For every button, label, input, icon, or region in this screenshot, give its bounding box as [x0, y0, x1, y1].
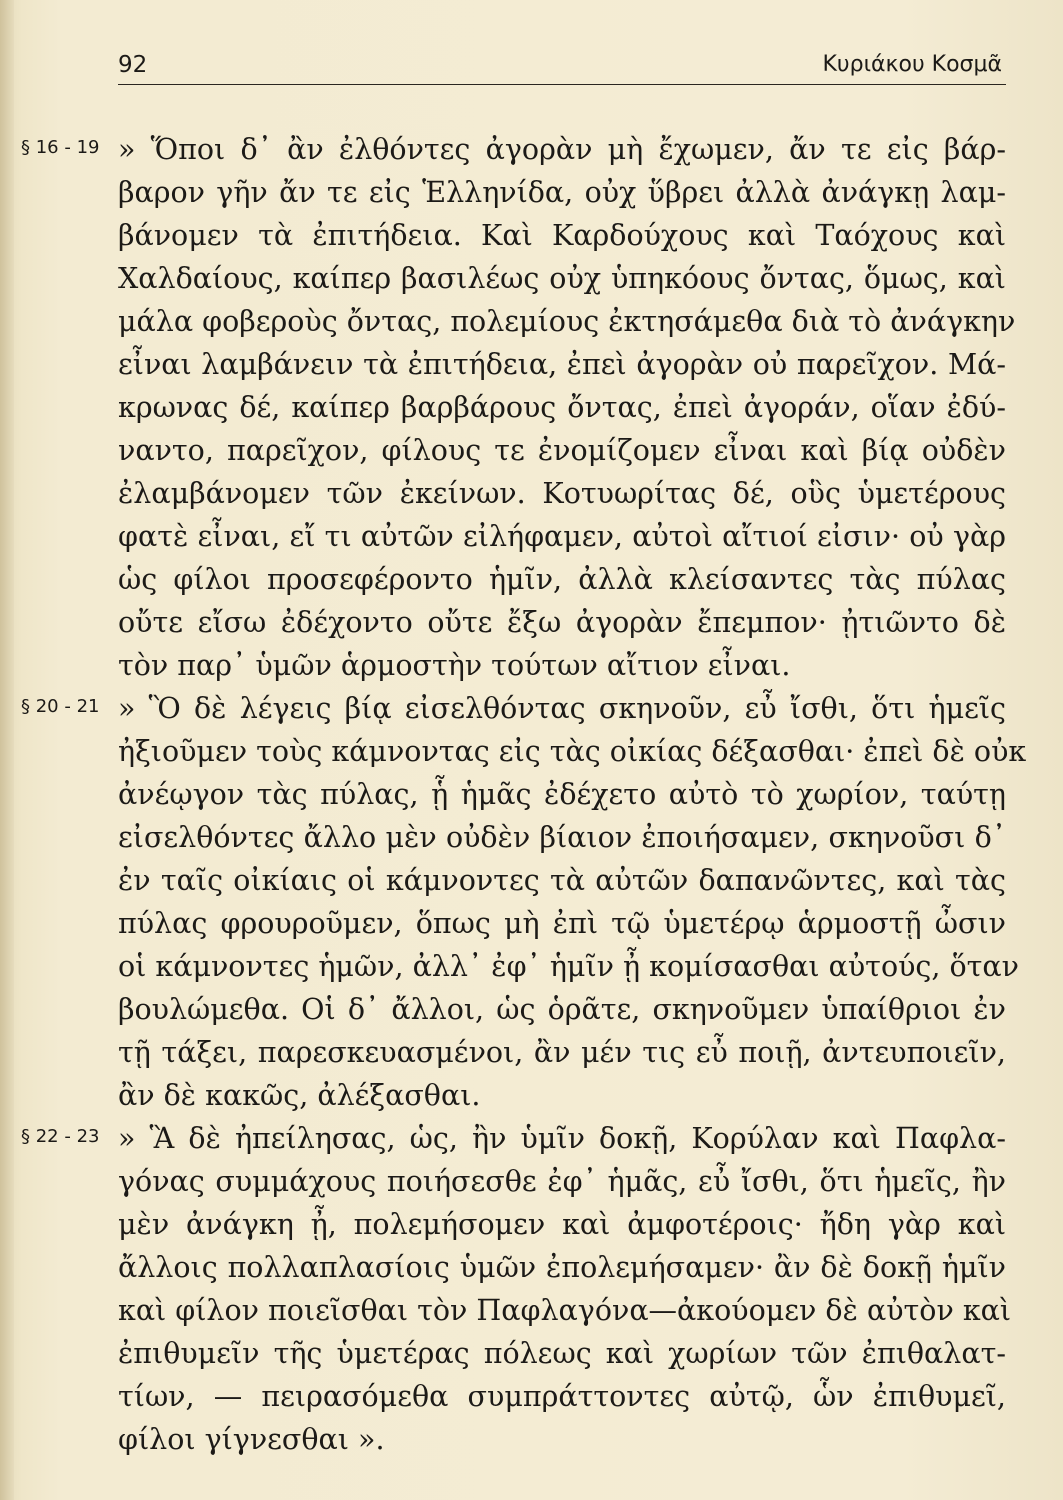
- text-line: § 22 - 23 » Ἃ δὲ ἠπείλησας, ὡς, ἢν ὑμῖν δοκῇ, Κορύλαν καὶ Παφλα-: [118, 1117, 1006, 1160]
- section-marker: § 22 - 23: [21, 1126, 100, 1147]
- text-line: ἂν δὲ κακῶς, ἀλέξασθαι.: [118, 1079, 481, 1112]
- text-line: § 20 - 21 » Ὃ δὲ λέγεις βίᾳ εἰσελθόντας σκηνοῦν, εὖ ἴσθι, ὅτι ἡμεῖς: [118, 687, 1006, 730]
- text-line: ἀνέῳγον τὰς πύλας, ᾗ ἡμᾶς ἐδέχετο αὐτὸ τὸ χωρίον, ταύτῃ: [118, 778, 1006, 811]
- body-text: [21, 128, 1027, 1461]
- text-line: ὡς φίλοι προσεφέροντο ἡμῖν, ἀλλὰ κλείσαντες τὰς πύλας: [118, 563, 1006, 596]
- text-line: φατὲ εἶναι, εἴ τι αὐτῶν εἰλήφαμεν, αὐτοὶ αἴτιοί εἰσιν· οὐ γὰρ: [118, 520, 1006, 553]
- text-line: καὶ φίλον ποιεῖσθαι τὸν Παφλαγόνα—ἀκούομεν δὲ αὐτὸν καὶ: [118, 1294, 1012, 1327]
- page-number: 92: [118, 52, 148, 78]
- text-line: μάλα φοβεροὺς ὄντας, πολεμίους ἐκτησάμεθα διὰ τὸ ἀνάγκην: [118, 305, 1016, 338]
- text-line: πύλας φρουροῦμεν, ὅπως μὴ ἐπὶ τῷ ὑμετέρῳ ἁρμοστῇ ὦσιν: [118, 907, 1006, 940]
- text-line: εἰσελθόντες ἄλλο μὲν οὐδὲν βίαιον ἐποιήσαμεν, σκηνοῦσι δ᾽: [118, 821, 1006, 854]
- text-line: § 16 - 19 » Ὅποι δ᾽ ἂν ἐλθόντες ἀγορὰν μὴ ἔχωμεν, ἄν τε εἰς βάρ-: [118, 128, 1006, 171]
- text-line: ἐπιθυμεῖν τῆς ὑμετέρας πόλεως καὶ χωρίων τῶν ἐπιθαλατ-: [118, 1337, 1006, 1370]
- text-line: ἄλλοις πολλαπλασίοις ὑμῶν ἐπολεμήσαμεν· ἂν δὲ δοκῇ ἡμῖν: [118, 1251, 1006, 1284]
- text-line: οὔτε εἴσω ἐδέχοντο οὔτε ἔξω ἀγορὰν ἔπεμπον· ᾐτιῶντο δὲ: [118, 606, 1006, 639]
- text-line: ναντο, παρεῖχον, φίλους τε ἐνομίζομεν εἶναι καὶ βίᾳ οὐδὲν: [118, 434, 1006, 467]
- text-line: κρωνας δέ, καίπερ βαρβάρους ὄντας, ἐπεὶ ἀγοράν, οἵαν ἐδύ-: [118, 391, 1006, 424]
- text-line: βάνομεν τὰ ἐπιτήδεια. Καὶ Καρδούχους καὶ Ταόχους καὶ: [118, 219, 1006, 252]
- text-line: τίων, — πειρασόμεθα συμπράττοντες αὐτῷ, ὧν ἐπιθυμεῖ,: [118, 1380, 1006, 1413]
- text-line: τῇ τάξει, παρεσκευασμένοι, ἂν μέν τις εὖ ποιῇ, ἀντευποιεῖν,: [118, 1036, 1006, 1069]
- text-line: μὲν ἀνάγκη ᾖ, πολεμήσομεν καὶ ἀμφοτέροις· ἤδη γὰρ καὶ: [118, 1208, 1006, 1241]
- text-line: εἶναι λαμβάνειν τὰ ἐπιτήδεια, ἐπεὶ ἀγορὰν οὐ παρεῖχον. Μά-: [118, 348, 1006, 381]
- page-header: [118, 44, 1006, 85]
- text-line: ἠξιοῦμεν τοὺς κάμνοντας εἰς τὰς οἰκίας δέξασθαι· ἐπεὶ δὲ οὐκ: [118, 735, 1027, 768]
- text-line: ἐν ταῖς οἰκίαις οἱ κάμνοντες τὰ αὐτῶν δαπανῶντες, καὶ τὰς: [118, 864, 1006, 897]
- text-line: Χαλδαίους, καίπερ βασιλέως οὐχ ὑπηκόους ὄντας, ὅμως, καὶ: [118, 262, 1006, 295]
- text-line: τὸν παρ᾽ ὑμῶν ἁρμοστὴν τούτων αἴτιον εἶναι.: [118, 649, 791, 682]
- section-marker: § 20 - 21: [21, 696, 100, 717]
- section-marker: § 16 - 19: [21, 137, 100, 158]
- text-line: βαρον γῆν ἄν τε εἰς Ἑλληνίδα, οὐχ ὕβρει ἀλλὰ ἀνάγκῃ λαμ-: [118, 176, 1006, 209]
- running-head: Κυριάκου Κοσμᾶ: [822, 52, 1002, 77]
- text-line: οἱ κάμνοντες ἡμῶν, ἀλλ᾽ ἐφ᾽ ἡμῖν ᾖ κομίσασθαι αὐτούς, ὅταν: [118, 950, 1020, 983]
- text-line: ἐλαμβάνομεν τῶν ἐκείνων. Κοτυωρίτας δέ, οὓς ὑμετέρους: [118, 477, 1006, 510]
- text-line: βουλώμεθα. Οἱ δ᾽ ἄλλοι, ὡς ὁρᾶτε, σκηνοῦμεν ὑπαίθριοι ἐν: [118, 993, 1006, 1026]
- binding-edge: [0, 0, 14, 1500]
- text-line: φίλοι γίγνεσθαι ».: [118, 1423, 385, 1456]
- text-line: γόνας συμμάχους ποιήσεσθε ἐφ᾽ ἡμᾶς, εὖ ἴσθι, ὅτι ἡμεῖς, ἢν: [118, 1165, 1006, 1198]
